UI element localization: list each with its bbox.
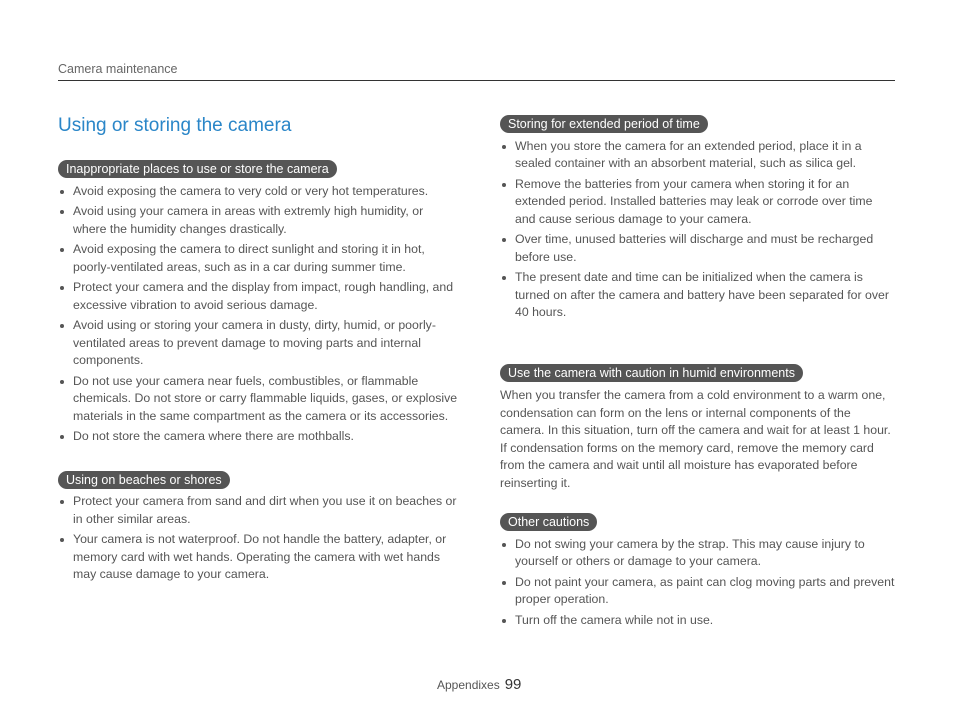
list-item: Avoid exposing the camera to direct sunlight and storing it in hot, poorly-ventilated areas, such as in a car during summer time. — [58, 241, 458, 276]
list-item: Avoid using or storing your camera in dusty, dirty, humid, or poorly-ventilated areas to prevent damage to moving parts and internal components. — [58, 317, 458, 370]
header-divider — [58, 80, 895, 81]
section-inappropriate-places — [58, 160, 458, 446]
bullet-list — [58, 183, 458, 446]
section-extended-storage — [500, 115, 895, 322]
page-footer — [437, 676, 521, 693]
section-beaches-shores — [58, 471, 458, 584]
list-item: Do not store the camera where there are mothballs. — [58, 428, 458, 446]
list-item: Do not use your camera near fuels, combustibles, or flammable chemicals. Do not store or carry flammable liquids, gases, or explosive materials in the same compartment as the camera or its accessories. — [58, 373, 458, 426]
section-heading-humid-environments: Use the camera with caution in humid environments — [500, 364, 803, 382]
list-item: The present date and time can be initialized when the camera is turned on after the camera and battery have been separated for over 40 hours. — [500, 269, 895, 322]
list-item: Protect your camera and the display from impact, rough handling, and excessive vibration to avoid serious damage. — [58, 279, 458, 314]
section-heading-extended-storage: Storing for extended period of time — [500, 115, 708, 133]
bullet-list — [58, 493, 458, 584]
left-column — [58, 160, 458, 587]
bullet-list — [500, 138, 895, 322]
bullet-list — [500, 536, 895, 630]
list-item: Avoid exposing the camera to very cold or very hot temperatures. — [58, 183, 458, 201]
section-header-label: Camera maintenance — [58, 62, 178, 76]
list-item: Do not swing your camera by the strap. This may cause injury to yourself or others or damage to your camera. — [500, 536, 895, 571]
list-item: Avoid using your camera in areas with extremly high humidity, or where the humidity changes drastically. — [58, 203, 458, 238]
section-heading-other-cautions: Other cautions — [500, 513, 597, 531]
page-number: 99 — [504, 676, 522, 693]
list-item: Your camera is not waterproof. Do not handle the battery, adapter, or memory card with wet hands. Operating the camera with wet hands may cause damage to your camera. — [58, 531, 458, 584]
list-item: Turn off the camera while not in use. — [500, 612, 895, 630]
list-item: Do not paint your camera, as paint can clog moving parts and prevent proper operation. — [500, 574, 895, 609]
page-title: Using or storing the camera — [58, 115, 292, 136]
list-item: Protect your camera from sand and dirt when you use it on beaches or in other similar areas. — [58, 493, 458, 528]
footer-section-label: Appendixes — [437, 678, 500, 692]
section-other-cautions — [500, 513, 895, 629]
list-item: Over time, unused batteries will discharge and must be recharged before use. — [500, 231, 895, 266]
list-item: Remove the batteries from your camera when storing it for an extended period. Installed batteries may leak or corrode over time and cause serious damage to your camera. — [500, 176, 895, 229]
right-column — [500, 115, 895, 632]
list-item: When you store the camera for an extended period, place it in a sealed container with an absorbent material, such as silica gel. — [500, 138, 895, 173]
section-heading-inappropriate-places: Inappropriate places to use or store the camera — [58, 160, 337, 178]
section-humid-environments — [500, 364, 895, 493]
section-heading-beaches-shores: Using on beaches or shores — [58, 471, 230, 489]
humid-environments-paragraph: When you transfer the camera from a cold environment to a warm one, condensation can form on the lens or internal components of the camera. In this situation, turn off the camera and wait for at least 1 hour. If condensation forms on the memory card, remove the memory card from the camera and wait until all moisture has evaporated before reinserting it. — [500, 388, 891, 490]
